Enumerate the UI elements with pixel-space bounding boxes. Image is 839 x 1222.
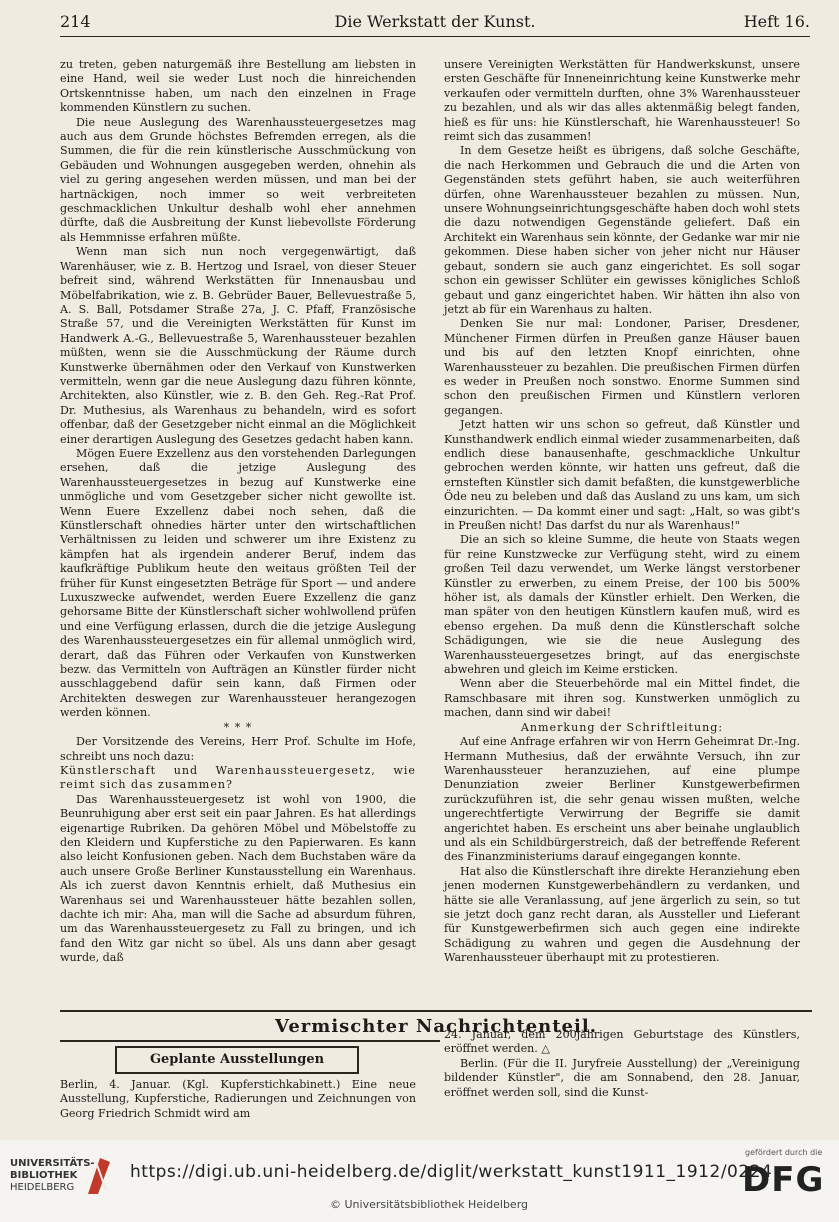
spaced-heading: Künstlerschaft und Warenhaussteuergesetz, wie reimt sich das zusammen? (60, 763, 416, 792)
paragraph: Berlin. (Für die II. Juryfreie Ausstellung) der „Vereinigung bildender Künstler", die am Sonnabend, den 28. Januar, eröffnet werden soll, sind die Kunst- (444, 1056, 800, 1099)
paragraph: Denken Sie nur mal: Londoner, Pariser, Dresdener, Münchener Firmen dürfen in Preußen ganze Häuser bauen und bis auf den letzten Knopf einrichten, ohne Warenhaussteuer zu bezahlen. Die preußischen Firmen dürfen es weder in Preußen noch sonstwo. Enorme Summen sind schon den preußischen Firmen und Künstlern verloren gegangen. (444, 317, 800, 417)
paragraph: Wenn man sich nun noch vergegenwärtigt, daß Warenhäuser, wie z. B. Hertzog und Israel, von dieser Steuer befreit sind, während Werkstätten für Innenausbau und Möbelfabrikation, wie z. B. Gebrüder Bauer, Bellevuestraße 5, A. S. Ball, Potsdamer Straße 27a, J. C. Pfaff, Französische Straße 57, und die Vereinigten Werkstätten für Kunst im Handwerk A.-G., Bellevuestraße 5, Warenhaussteuer bezahlen müßten, wenn sie die Ausschmückung der Räume durch Kunstwerke übernähmen oder den Verkauf von Kunstwerken vermitteln, wenn gar die neue Auslegung dazu führen könnte, Architekten, also Künstler, wie z. B. den Geh. Reg.-Rat Prof. Dr. Muthesius, als Warenhaus zu behandeln, wird es sofort offenbar, daß der Gesetzgeber nicht einmal an die Möglichkeit einer derartigen Auslegung des Gesetzes gedacht haben kann. (60, 245, 416, 446)
section-title: Vermischter Nachrichtenteil. (275, 1016, 597, 1037)
library-emblem-icon (86, 1156, 112, 1196)
paragraph: Die neue Auslegung des Warenhaussteuergesetzes mag auch aus dem Grunde höchstes Befremden erregen, als die Summen, die für die rein künstlerische Ausschmückung von Gebäuden und Wohnungen ausgegeben werden, ohnehin als viel zu gering angesehen werden müssen, und man bei der hartnäckigen, noch immer so weit verbreiteten geschmacklichen Unkultur deshalb wohl eher annehmen dürfte, daß die Ausbreitung der Kunst liebevollste Förderung als Hemmnisse erfahren müßte. (60, 115, 416, 244)
running-title: Die Werkstatt der Kunst. (334, 12, 536, 31)
funder-note: gefördert durch die (745, 1148, 823, 1157)
section-stars: * * * (223, 720, 253, 734)
library-name-line: BIBLIOTHEK (10, 1170, 78, 1181)
section-rule (60, 1040, 440, 1042)
library-name-line: HEIDELBERG (10, 1182, 75, 1193)
paragraph: 24. Januar, dem 200jährigen Geburtstage des Künstlers, eröffnet werden. △ (444, 1028, 800, 1056)
paragraph: In dem Gesetze heißt es übrigens, daß solche Geschäfte, die nach Herkommen und Gebrauch die und die Arten von Gegenständen stets geführt haben, sie auch weiterführen dürfen, ohne Warenhaussteuer bezahlen zu müssen. Nun, unsere Wohnungseinrichtungsgeschäfte haben doch wohl stets die dazu notwendigen Gegenstände geliefert. Daß ein Architekt ein Warenhaus sein könnte, der Gedanke war mir nie gekommen. Diese haben sicher von jeher nicht nur Häuser gebaut, sondern sie auch ganz eingerichtet. Es soll sogar schon ein gewisser Schlüter ein gewisses königliches Schloß gebaut und ganz eingerichtet haben. Wir hätten ihn also von jetzt ab für ein Warenhaus zu halten. (444, 144, 800, 316)
bottom-right-column (444, 1028, 800, 1100)
paragraph: Hat also die Künstlerschaft ihre direkte Heranziehung eben jenen modernen Kunstgewerbehändlern zu verdanken, und hätte sie alle Veranlassung, auf jene ärgerlich zu sein, so tut sie jetzt doch ganz recht daran, als Aussteller und Lieferant für Kunstgewerbefirmen sich auch gegen eine indirekte Schädigung zu wahren und gegen die Ausdehnung der Warenhaussteuer überhaupt mit zu protestieren. (444, 864, 800, 965)
dfg-logo[interactable]: DFG (742, 1160, 825, 1200)
copyright-notice: © Universitätsbibliothek Heidelberg (330, 1198, 529, 1211)
left-column (60, 58, 416, 966)
paragraph: Das Warenhaussteuergesetz ist wohl von 1900, die Beunruhigung aber erst seit ein paar Jahren. Es hat allerdings eigenartige Rubriken. Da gehören Möbel und Möbelstoffe zu den Kleidern und Kupferstiche zu den Papierwaren. Es kann also leicht Konfusionen geben. Nach dem Buchstaben wäre da auch unsere Große Berliner Kunstausstellung ein Warenhaus. Als ich zuerst davon Kenntnis erhielt, daß Muthesius ein Warenhaus sei und Warenhaussteuer hätte bezahlen sollen, dachte ich mir: Aha, man will die Sache ad absurdum führen, um das Warenhaussteuergesetz zu Fall zu bringen, und ich fand den Witz gar nicht so übel. Als uns dann aber gesagt wurde, daß (60, 792, 416, 965)
viewer-footer (0, 1140, 839, 1222)
page-number: 214 (60, 12, 91, 31)
paragraph: zu treten, geben naturgemäß ihre Bestellung am liebsten in eine Hand, weil sie weder Lust noch die hinreichenden Ortskenntnisse haben, um nach den einzelnen in Frage kommenden Künstlern zu suchen. (60, 58, 416, 115)
bottom-left-column (60, 1078, 416, 1121)
paragraph: Auf eine Anfrage erfahren wir von Herrn Geheimrat Dr.-Ing. Hermann Muthesius, daß der erwähnte Versuch, ihn zur Warenhaussteuer heranzuziehen, auf eine plumpe Denunziation zweier Berliner Kunstgewerbefirmen zurückzuführen ist, die sehr genau wissen mußten, welche ungerechtfertigte Verwirrung der Begriffe sie damit angerichtet haben. Es erscheint uns aber beinahe unglaublich und als ein Schildbürgerstreich, daß der betreffende Referent des Finanzministeriums darauf eingegangen konnte. (444, 735, 800, 864)
paragraph: Die an sich so kleine Summe, die heute von Staats wegen für reine Kunstzwecke zur Verfügung steht, wird zu einem großen Teil dazu verwendet, um Werke längst verstorbener Künstler zu erwerben, zu einem Preise, der 100 bis 500% höher ist, als damals der Künstler erhielt. Den Werken, die man später von den heutigen Künstlern kaufen muß, wird es ebenso ergehen. Da muß denn die Künstlerschaft solche Schädigungen, wie sie die neue Auslegung des Warenhaussteuergesetzes bringt, auf das energischste abwehren und gleich im Keime ersticken. (444, 533, 800, 677)
library-name-line: UNIVERSITÄTS- (10, 1158, 95, 1169)
paragraph: Der Vorsitzende des Vereins, Herr Prof. Schulte im Hofe, schreibt uns noch dazu: (60, 735, 416, 763)
right-column (444, 58, 800, 966)
paragraph: unsere Vereinigten Werkstätten für Handwerkskunst, unsere ersten Geschäfte für Inneneinrichtung keine Kunstwerke mehr verkaufen oder vermitteln durften, ohne 3% Warenhaussteuer zu bezahlen, und als wir das alles aktenmäßig belegt fanden, hieß es für uns: hie Künstlerschaft, hie Warenhaussteuer! So reimt sich das zusammen! (444, 58, 800, 144)
paragraph: Wenn aber die Steuerbehörde mal ein Mittel findet, die Ramschbasare mit ihren sog. Kunstwerken unmöglich zu machen, dann sind wir dabei! (444, 677, 800, 720)
box-heading: Geplante Ausstellungen (115, 1046, 359, 1074)
section-rule (60, 1010, 812, 1012)
running-header (60, 10, 810, 37)
issue-number: Heft 16. (743, 12, 810, 31)
paragraph: Jetzt hatten wir uns schon so gefreut, daß Künstler und Kunsthandwerk endlich einmal wieder zusammenarbeiten, daß endlich diese banausenhafte, geschmackliche Unkultur gebrochen werden könnte, wir hatten uns gefreut, daß die ernsteften Künstler sich damit befaßten, die kunstgewerbliche Öde neu zu beleben und daß das Ausland zu uns kam, um sich einzurichten. — Da kommt einer und sagt: „Halt, so was gibt's in Preußen nicht! Das darfst du nur als Warenhaus!" (444, 418, 800, 532)
editor-note-heading: Anmerkung der Schriftleitung: (520, 720, 724, 734)
permalink-url[interactable]: https://digi.ub.uni-heidelberg.de/diglit/werkstatt_kunst1911_1912/0224 (130, 1162, 773, 1182)
paragraph: Berlin, 4. Januar. (Kgl. Kupferstichkabinett.) Eine neue Ausstellung, Kupferstiche, Radierungen und Zeichnungen von Georg Friedrich Schmidt wird am (60, 1078, 416, 1120)
library-logo[interactable] (10, 1158, 95, 1194)
paragraph: Mögen Euere Exzellenz aus den vorstehenden Darlegungen ersehen, daß die jetzige Auslegung des Warenhaussteuergesetzes in bezug auf Kunstwerke eine unmögliche und vom Gesetzgeber sicher nicht gewollte ist. Wenn Euere Exzellenz dabei noch sehen, daß die Künstlerschaft ohnedies härter unter den wirtschaftlichen Verhältnissen zu leiden und schwerer um ihre Existenz zu kämpfen hat als irgendein anderer Beruf, indem das kaufkräftige Publikum heute den weitaus größten Teil der früher für Kunst eingesetzten Beträge für Sport — und andere Luxuszwecke aufwendet, werden Euere Exzellenz die ganz gehorsame Bitte der Künstlerschaft sicher wohlwollend prüfen und eine Verfügung erlassen, durch die die jetzige Auslegung des Warenhaussteuergesetzes ein für allemal unmöglich wird, derart, daß das Führen oder Verkaufen von Kunstwerken bezw. das Vermitteln von Aufträgen an Künstler fürder nicht ausschlaggebend dafür sein kann, daß Firmen oder Architekten deswegen zur Warenhaussteuer herangezogen werden können. (60, 446, 416, 720)
